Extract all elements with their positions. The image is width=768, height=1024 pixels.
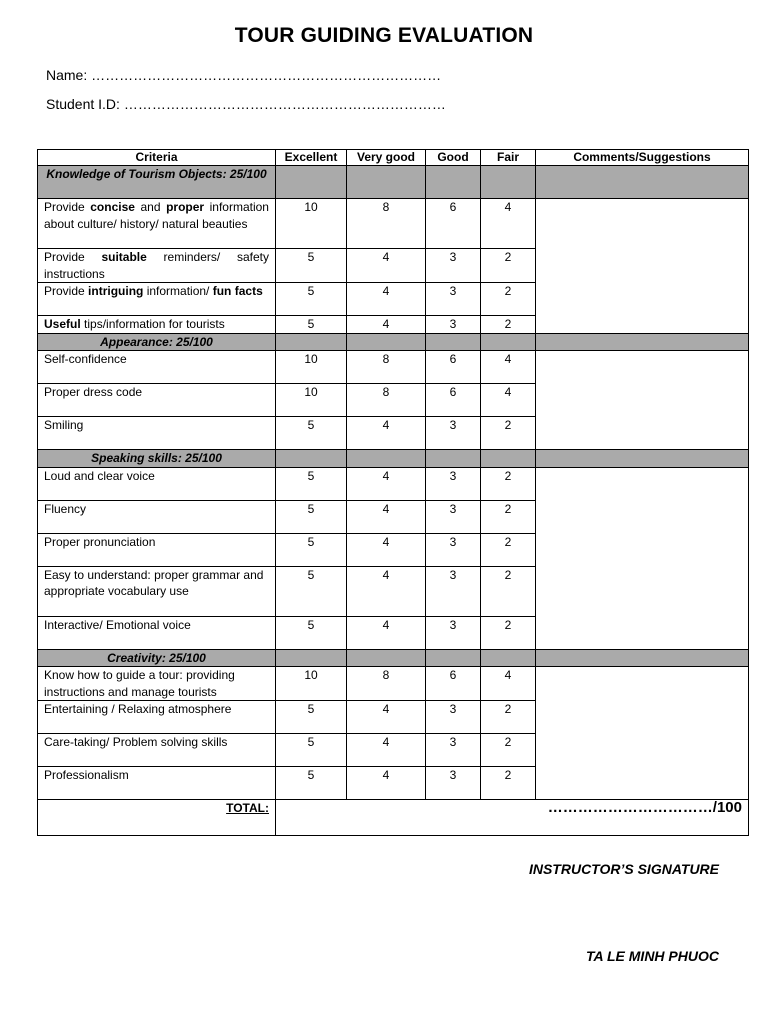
table-row [38,667,749,701]
score-good[interactable]: 6 [426,351,481,384]
criterion-cell: Provide suitable reminders/ safety instructions [38,249,276,283]
header-very-good: Very good [347,150,426,166]
score-very-good[interactable]: 8 [347,384,426,417]
score-excellent[interactable]: 5 [276,767,347,800]
score-fair[interactable]: 2 [481,616,536,649]
table-row [38,467,749,500]
criterion-cell: Proper pronunciation [38,533,276,566]
score-excellent[interactable]: 5 [276,616,347,649]
criterion-cell: Fluency [38,500,276,533]
score-very-good[interactable]: 4 [347,467,426,500]
section-row-knowledge [38,166,749,199]
score-fair[interactable]: 2 [481,533,536,566]
score-excellent[interactable]: 5 [276,283,347,316]
name-field[interactable]: Name: ………………………………………………………………… [46,67,442,83]
score-very-good[interactable]: 4 [347,316,426,334]
section-title: Knowledge of Tourism Objects: 25/100 [38,166,276,199]
criterion-cell: Entertaining / Relaxing atmosphere [38,701,276,734]
score-fair[interactable]: 4 [481,667,536,701]
score-excellent[interactable]: 5 [276,467,347,500]
total-score-field[interactable]: ……………………………/100 [276,800,749,836]
student-id-field[interactable]: Student I.D: …………………………………………………………… [46,96,446,112]
score-good[interactable]: 3 [426,616,481,649]
score-very-good[interactable]: 4 [347,616,426,649]
score-very-good[interactable]: 4 [347,767,426,800]
score-excellent[interactable]: 10 [276,384,347,417]
section-title: Speaking skills: 25/100 [38,450,276,468]
comments-cell-appearance[interactable] [536,351,749,450]
score-fair[interactable]: 2 [481,701,536,734]
instructor-name: TA LE MINH PHUOC [586,948,719,964]
score-good[interactable]: 3 [426,283,481,316]
score-excellent[interactable]: 5 [276,500,347,533]
section-title: Appearance: 25/100 [38,333,276,351]
score-excellent[interactable]: 5 [276,417,347,450]
score-very-good[interactable]: 4 [347,283,426,316]
criterion-cell: Self-confidence [38,351,276,384]
score-fair[interactable]: 4 [481,351,536,384]
score-very-good[interactable]: 8 [347,199,426,249]
page-title: TOUR GUIDING EVALUATION [234,24,534,47]
score-good[interactable]: 3 [426,701,481,734]
score-fair[interactable]: 2 [481,734,536,767]
score-very-good[interactable]: 8 [347,667,426,701]
score-fair[interactable]: 2 [481,283,536,316]
criterion-cell: Easy to understand: proper grammar and appropriate vocabulary use [38,566,276,616]
section-row-speaking [38,450,749,468]
section-title: Creativity: 25/100 [38,649,276,667]
comments-cell-creativity[interactable] [536,667,749,800]
score-fair[interactable]: 2 [481,467,536,500]
total-label: TOTAL: [38,800,276,836]
score-excellent[interactable]: 10 [276,199,347,249]
criterion-cell: Provide intriguing information/ fun facts [38,283,276,316]
score-good[interactable]: 3 [426,767,481,800]
score-excellent[interactable]: 10 [276,667,347,701]
criterion-cell: Useful tips/information for tourists [38,316,276,334]
score-good[interactable]: 3 [426,249,481,283]
score-fair[interactable]: 2 [481,566,536,616]
header-excellent: Excellent [276,150,347,166]
score-very-good[interactable]: 4 [347,500,426,533]
criterion-cell: Know how to guide a tour: providing instructions and manage tourists [38,667,276,701]
score-excellent[interactable]: 5 [276,249,347,283]
score-fair[interactable]: 2 [481,417,536,450]
score-very-good[interactable]: 4 [347,734,426,767]
score-very-good[interactable]: 8 [347,351,426,384]
score-good[interactable]: 6 [426,384,481,417]
score-fair[interactable]: 2 [481,249,536,283]
header-comments: Comments/Suggestions [536,150,749,166]
criterion-cell: Interactive/ Emotional voice [38,616,276,649]
score-excellent[interactable]: 5 [276,734,347,767]
criterion-cell: Provide concise and proper information about culture/ history/ natural beauties [38,199,276,249]
score-very-good[interactable]: 4 [347,533,426,566]
score-good[interactable]: 6 [426,199,481,249]
comments-cell-knowledge[interactable] [536,199,749,334]
criterion-cell: Proper dress code [38,384,276,417]
header-good: Good [426,150,481,166]
total-row [38,800,749,836]
score-excellent[interactable]: 5 [276,533,347,566]
score-good[interactable]: 3 [426,417,481,450]
header-fair: Fair [481,150,536,166]
score-excellent[interactable]: 5 [276,701,347,734]
score-very-good[interactable]: 4 [347,566,426,616]
score-very-good[interactable]: 4 [347,249,426,283]
score-very-good[interactable]: 4 [347,417,426,450]
score-fair[interactable]: 2 [481,500,536,533]
score-fair[interactable]: 2 [481,316,536,334]
score-good[interactable]: 3 [426,467,481,500]
score-fair[interactable]: 2 [481,767,536,800]
score-good[interactable]: 6 [426,667,481,701]
table-header-row [38,150,749,166]
score-good[interactable]: 3 [426,734,481,767]
score-good[interactable]: 3 [426,316,481,334]
score-fair[interactable]: 4 [481,384,536,417]
score-good[interactable]: 3 [426,533,481,566]
table-row [38,199,749,249]
score-excellent[interactable]: 5 [276,316,347,334]
header-criteria: Criteria [38,150,276,166]
criterion-cell: Care-taking/ Problem solving skills [38,734,276,767]
score-good[interactable]: 3 [426,566,481,616]
score-very-good[interactable]: 4 [347,701,426,734]
criterion-cell: Smiling [38,417,276,450]
evaluation-table [37,149,749,836]
section-row-appearance [38,333,749,351]
score-good[interactable]: 3 [426,500,481,533]
criterion-cell: Loud and clear voice [38,467,276,500]
section-row-creativity [38,649,749,667]
comments-cell-speaking[interactable] [536,467,749,649]
criterion-cell: Professionalism [38,767,276,800]
score-excellent[interactable]: 10 [276,351,347,384]
table-row [38,351,749,384]
score-excellent[interactable]: 5 [276,566,347,616]
instructor-signature-label: INSTRUCTOR’S SIGNATURE [528,861,719,877]
score-fair[interactable]: 4 [481,199,536,249]
